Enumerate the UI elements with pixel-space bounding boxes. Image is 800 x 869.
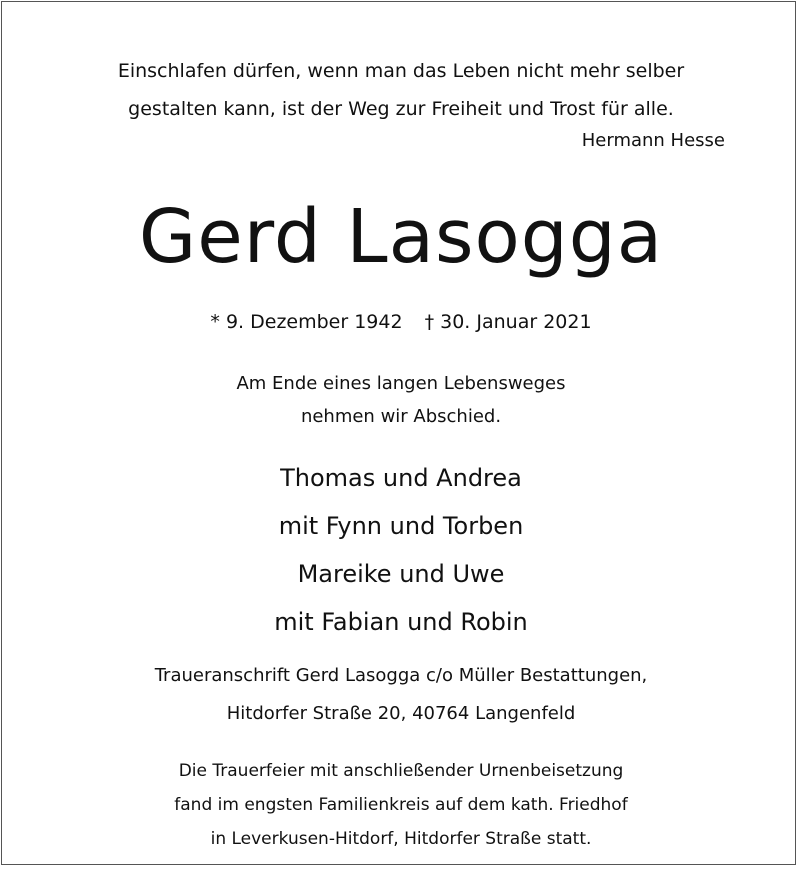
birth-date: * 9. Dezember 1942 [210,311,403,333]
farewell-line-2: nehmen wir Abschied. [300,406,502,427]
farewell-text [2,367,800,433]
life-dates [2,307,800,337]
mourner-line-1: Thomas und Andrea [280,464,522,492]
farewell-line-1: Am Ende eines langen Lebensweges [236,373,566,394]
quote [2,52,800,128]
mourner-line-2: mit Fynn und Torben [278,512,524,540]
address-line-1: Traueranschrift Gerd Lasogga c/o Müller Bestattungen, [154,665,648,686]
obituary-card [1,1,796,865]
address-line-2: Hitdorfer Straße 20, 40764 Langenfeld [226,703,576,724]
deceased-name: Gerd Lasogga [138,194,664,280]
quote-author: Hermann Hesse [581,130,725,151]
mourners-list [2,454,800,646]
mourner-line-4: mit Fabian und Robin [274,608,528,636]
ceremony-notice [2,754,800,856]
mourner-line-3: Mareike und Uwe [297,560,505,588]
ceremony-line-3: in Leverkusen-Hitdorf, Hitdorfer Straße statt. [210,829,592,849]
death-date: † 30. Januar 2021 [424,311,592,333]
mourning-address [2,657,800,733]
ceremony-line-1: Die Trauerfeier mit anschließender Urnenbeisetzung [178,761,624,781]
quote-line-2: gestalten kann, ist der Weg zur Freiheit und Trost für alle. [128,98,674,120]
ceremony-line-2: fand im engsten Familienkreis auf dem kath. Friedhof [174,795,628,815]
quote-line-1: Einschlafen dürfen, wenn man das Leben nicht mehr selber [117,60,685,82]
